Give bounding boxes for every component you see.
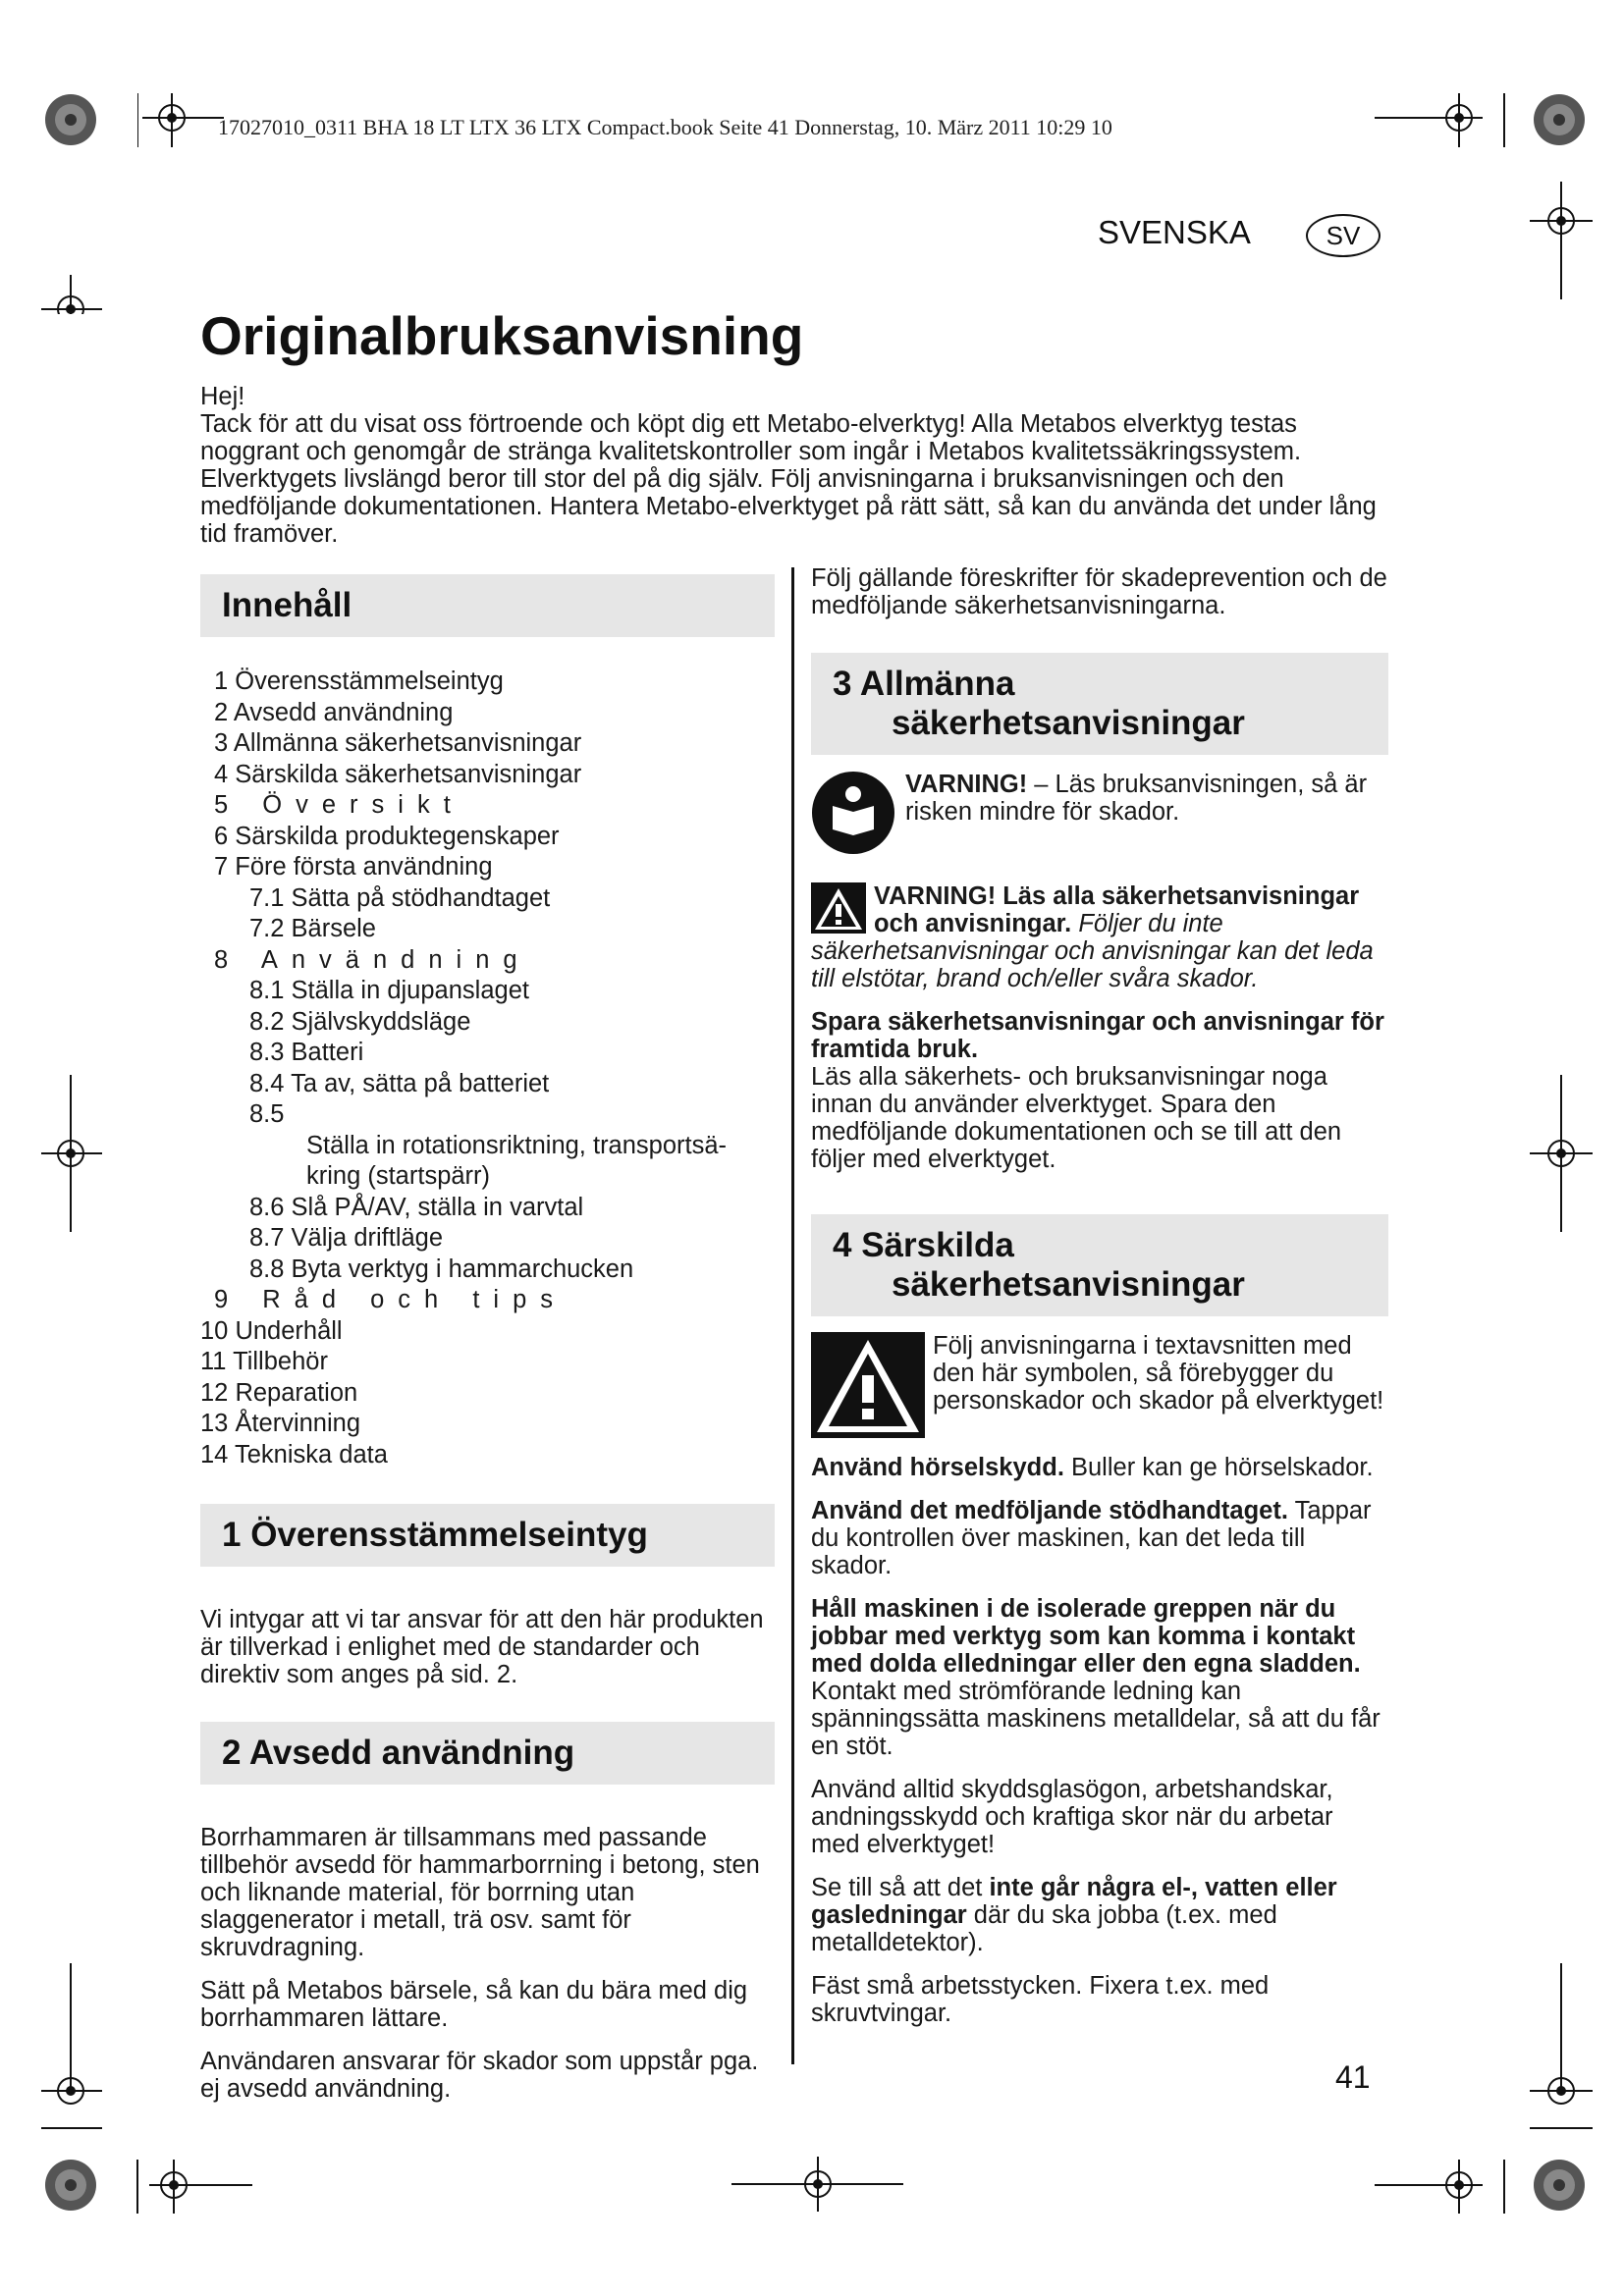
section3-heading (811, 653, 1388, 755)
toc-item[interactable]: 4 Särskilda säkerhetsanvisningar (214, 760, 582, 788)
section2-heading: 2 Avsedd användning (200, 1722, 775, 1785)
manual-warning-text (905, 771, 1388, 826)
toc-item[interactable]: 12 Reparation (200, 1378, 358, 1407)
general-warning-italic: Följer du inte säkerhetsanvisningar och anvisningar kan det leda till elstötar, brand och/eller svåra skador. (811, 910, 1374, 992)
toc-item[interactable]: 6 Särskilda produktegenskaper (214, 822, 560, 850)
toc-item[interactable]: kring (startspärr) (306, 1162, 491, 1190)
contents-heading: Innehåll (200, 574, 775, 637)
registration-mark-top-left-2 (137, 93, 226, 152)
section2-p1: Borrhammaren är tillsammans med passande tillbehör avsedd för hammarborrning i betong, sten och liknande material, för borrning utan slaggenerator i metall, trä osv. samt för skruvdragning. (200, 1824, 760, 1961)
clamp-workpieces: Fäst små arbetsstycken. Fixera t.ex. med skruvtvingar. (811, 1972, 1270, 2027)
registration-mark-top-left (41, 88, 139, 314)
hidden-lines (811, 1874, 1388, 1956)
warning-triangle-icon (811, 882, 866, 934)
registration-mark-mid-right (1530, 1075, 1598, 1232)
warning-triangle-icon (811, 1332, 925, 1438)
section4-heading-line2: säkerhetsanvisningar (892, 1265, 1245, 1304)
registration-mark-mid-left (41, 1075, 110, 1232)
toc-item[interactable]: 8.4 Ta av, sätta på batteriet (249, 1069, 550, 1097)
insulated-grip-text: Kontakt med strömförande ledning kan spänningssätta maskinens metalldelar, så att du får en stöt. (811, 1678, 1380, 1760)
section4-heading-line1: 4 Särskilda (833, 1226, 1014, 1264)
hidden-lines-bold: inte går några el-, vatten eller gasledningar (811, 1874, 1337, 1929)
toc-item[interactable]: 9 Råd och tips (214, 1286, 568, 1313)
symbol-warning-text: Följ anvisningarna i textavsnitten med den här symbolen, så förebygger du personskador och skador på elverktyget! (933, 1332, 1384, 1415)
toc-item[interactable]: 8.3 Batteri (249, 1039, 364, 1066)
symbol-warning (811, 1332, 1388, 1438)
print-header: 17027010_0311 BHA 18 LT LTX 36 LTX Compact.book Seite 41 Donnerstag, 10. März 2011 10:29 10 (218, 115, 1112, 139)
toc-item[interactable]: 11 Tillbehör (200, 1348, 328, 1375)
section2-p2: Sätt på Metabos bärsele, så kan du bära med dig borrhammaren lättare. (200, 1977, 748, 2032)
section1-text: Vi intygar att vi tar ansvar för att den här produkten är tillverkad i enlighet med de standarder och direktiv som anges på sid. 2. (200, 1606, 764, 1688)
toc-item[interactable]: 2 Avsedd användning (214, 698, 454, 726)
hearing-protection-text: Buller kan ge hörselskador. (1063, 1454, 1374, 1481)
insulated-grip-bold: Håll maskinen i de isolerade greppen när du jobbar med verktyg som kan komma i kontakt med dolda elledningar eller den egna sladden. (811, 1595, 1361, 1678)
insulated-grip (811, 1595, 1388, 1760)
toc-item[interactable]: 13 Återvinning (200, 1410, 361, 1437)
hidden-lines-post: där du ska jobba (t.ex. med metalldetektor). (811, 1901, 1277, 1956)
hidden-lines-pre: Se till så att det (811, 1874, 990, 1901)
hearing-protection (811, 1454, 1388, 1481)
manual-warning-rest: – Läs bruksanvisningen, så är risken mindre för skador. (905, 771, 1368, 826)
toc-item[interactable]: 8 Användning (214, 945, 531, 974)
section1-heading: 1 Överensstämmelseintyg (200, 1504, 775, 1567)
registration-mark-bottom-center (731, 2155, 908, 2214)
table-of-contents (200, 667, 775, 1470)
right-intro: Följ gällande föreskrifter för skadeprevention och de medföljande säkerhetsanvisningarna. (811, 564, 1387, 619)
left-column (200, 574, 775, 2103)
intro-greeting: Hej! (200, 383, 245, 410)
toc-item[interactable]: 8.5 (249, 1100, 285, 1128)
right-column (811, 564, 1388, 2027)
section4-heading (811, 1214, 1388, 1316)
page-title: Originalbruksanvisning (200, 305, 804, 366)
section3-heading-line1: 3 Allmänna (833, 665, 1015, 703)
protective-equipment: Använd alltid skyddsglasögon, arbetshandskar, andningsskydd och kraftiga skor när du arbetar med elverktyget! (811, 1776, 1333, 1858)
toc-item[interactable]: 8.2 Självskyddsläge (249, 1007, 471, 1036)
toc-item[interactable]: Ställa in rotationsriktning, transportsä- (306, 1131, 728, 1159)
toc-item[interactable]: 1 Överensstämmelseintyg (214, 667, 504, 695)
intro (200, 383, 1388, 548)
support-handle (811, 1497, 1388, 1579)
support-handle-bold: Använd det medföljande stödhandtaget. (811, 1497, 1288, 1524)
general-warning-bold: VARNING! Läs alla säkerhetsanvisningar och anvisningar. (874, 882, 1360, 937)
column-divider (791, 567, 794, 2064)
save-instructions-text: Läs alla säkerhets- och bruksanvisningar noga innan du använder elverktyget. Spara den medföljande dokumentationen och se till att den följer med elverktyget. (811, 1063, 1342, 1173)
section3-heading-line2: säkerhetsanvisningar (892, 704, 1245, 742)
manual-warning (811, 771, 1388, 855)
toc-item[interactable]: 8.8 Byta verktyg i hammarchucken (249, 1255, 634, 1283)
support-handle-text: Tappar du kontrollen över maskinen, kan det leda till skador. (811, 1497, 1372, 1579)
language-badge: SV (1306, 214, 1380, 257)
toc-item[interactable]: 3 Allmänna säkerhetsanvisningar (214, 729, 582, 757)
registration-mark-top-right (1375, 88, 1600, 314)
toc-item[interactable]: 8.1 Ställa in djupanslaget (249, 977, 529, 1004)
toc-item[interactable]: 10 Underhåll (200, 1316, 343, 1345)
intro-paragraph: Tack för att du visat oss förtroende och köpt dig ett Metabo-elverktyg! Alla Metabos elverktyg testas noggrant och genomgår de stränga kvalitetskontroller som ingår i Metabos kvalitetssäkringssystem. Elverktygets livslängd beror till stor del på dig själv. Följ anvisningarna i bruksanvisningen och den medföljande dokumentationen. Hantera Metabo-elverktyget på rätt sätt, så kan du använda det under lång tid framöver. (200, 410, 1377, 548)
toc-item[interactable]: 8.7 Välja driftläge (249, 1224, 444, 1252)
save-instructions-bold: Spara säkerhetsanvisningar och anvisningar för framtida bruk. (811, 1008, 1384, 1063)
toc-item[interactable]: 7 Före första användning (214, 853, 493, 881)
general-warning (811, 882, 1388, 992)
toc-item[interactable]: 7.1 Sätta på stödhandtaget (249, 883, 551, 912)
page-number: 41 (1335, 2059, 1371, 2095)
manual-warning-bold: VARNING! (905, 771, 1028, 798)
toc-item[interactable]: 5 Översikt (214, 791, 464, 819)
hearing-protection-bold: Använd hörselskydd. (811, 1454, 1064, 1481)
registration-mark-bottom-right (1375, 1963, 1600, 2218)
save-instructions (811, 1008, 1388, 1173)
language-label: SVENSKA (1098, 214, 1251, 250)
toc-item[interactable]: 7.2 Bärsele (249, 915, 376, 942)
toc-item[interactable]: 14 Tekniska data (200, 1440, 388, 1468)
toc-item[interactable]: 8.6 Slå PÅ/AV, ställa in varvtal (249, 1193, 584, 1221)
read-manual-icon (811, 771, 895, 855)
section2-p3: Användaren ansvarar för skador som uppstår pga. ej avsedd användning. (200, 2048, 759, 2103)
